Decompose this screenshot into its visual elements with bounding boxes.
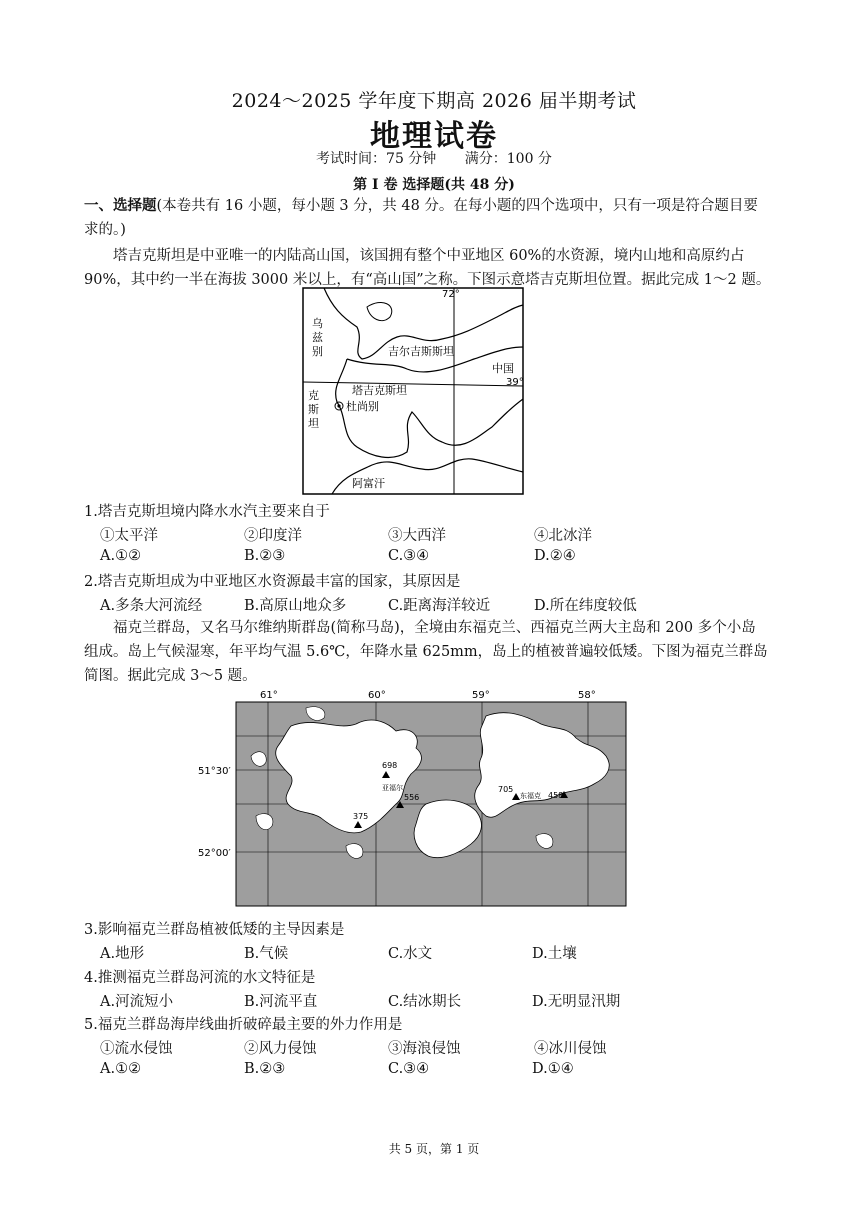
place-east: 东福克 xyxy=(520,792,541,800)
question-3-stem: 3.影响福克兰群岛植被低矮的主导因素是 xyxy=(84,922,345,938)
lat-label: 39° xyxy=(506,377,524,388)
kazak-char-2: 斯 xyxy=(308,403,319,416)
q1-item-1: ①太平洋 xyxy=(100,528,158,544)
q2-option-b[interactable]: B.高原山地众多 xyxy=(244,598,347,614)
question-4-stem: 4.推测福克兰群岛河流的水文特征是 xyxy=(84,970,316,986)
place-west: 亚福尔 xyxy=(382,784,403,792)
lon-label: 72° xyxy=(442,289,460,300)
uzbek-char-2: 兹 xyxy=(312,331,323,344)
q4-option-d[interactable]: D.无明显汛期 xyxy=(532,994,621,1010)
lat-5130: 51°30′ xyxy=(198,766,231,777)
q2-option-a[interactable]: A.多条大河流经 xyxy=(100,598,203,614)
q5-item-4: ④冰川侵蚀 xyxy=(534,1041,607,1057)
peak-375: 375 xyxy=(353,812,369,821)
kazak-char-1: 克 xyxy=(308,389,319,402)
q5-option-b[interactable]: B.②③ xyxy=(244,1061,286,1077)
exam-meta xyxy=(0,148,868,168)
instruction-line2: 求的。) xyxy=(84,222,126,238)
passage-2-line2: 组成。岛上气候湿寒，年平均气温 5.6℃，年降水量 625mm，岛上的植被普遍较低矮。下图为福克兰群岛 xyxy=(84,644,768,660)
section-instruction xyxy=(84,194,784,242)
q1-option-a[interactable]: A.①② xyxy=(100,548,142,564)
passage-1-line2: 90%，其中约一半在海拔 3000 米以上，有“高山国”之称。下图示意塔吉克斯坦位置。据此完成 1～2 题。 xyxy=(84,272,771,288)
peak-705: 705 xyxy=(498,785,514,794)
section-heading: 一、选择题 xyxy=(84,197,157,214)
lon-60: 60° xyxy=(368,690,386,701)
q3-option-c[interactable]: C.水文 xyxy=(388,946,433,962)
q4-option-b[interactable]: B.河流平直 xyxy=(244,994,318,1010)
q5-option-d[interactable]: D.①④ xyxy=(532,1061,574,1077)
kazak-char-3: 坦 xyxy=(308,417,319,430)
full-score: 满分：100 分 xyxy=(464,151,552,167)
capital-label: 杜尚别 xyxy=(346,400,379,413)
tajik-label: 塔吉克斯坦 xyxy=(352,384,407,397)
question-1-stem: 1.塔吉克斯坦境内降水水汽主要来自于 xyxy=(84,504,330,520)
q3-option-d[interactable]: D.土壤 xyxy=(532,946,577,962)
passage-1 xyxy=(84,244,784,292)
passage-2-line1: 福克兰群岛，又名马尔维纳斯群岛(简称马岛)，全境由东福克兰、西福克兰两大主岛和 200 多个小岛 xyxy=(113,620,756,636)
tajikistan-map xyxy=(302,287,524,495)
peak-458: 458 xyxy=(548,791,564,800)
q3-option-a[interactable]: A.地形 xyxy=(100,946,145,962)
q5-option-c[interactable]: C.③④ xyxy=(388,1061,430,1077)
subject-title: 地理试卷 xyxy=(370,119,498,154)
question-5-stem: 5.福克兰群岛海岸线曲折破碎最主要的外力作用是 xyxy=(84,1017,403,1033)
q5-item-1: ①流水侵蚀 xyxy=(100,1041,173,1057)
question-2-stem: 2.塔吉克斯坦成为中亚地区水资源最丰富的国家，其原因是 xyxy=(84,574,461,590)
q1-item-3: ③大西洋 xyxy=(388,528,446,544)
q4-option-c[interactable]: C.结冰期长 xyxy=(388,994,462,1010)
uzbek-char-1: 乌 xyxy=(312,317,323,330)
passage-2 xyxy=(84,616,784,688)
q1-option-c[interactable]: C.③④ xyxy=(388,548,430,564)
passage-2-line3: 简图。据此完成 3～5 题。 xyxy=(84,668,257,684)
part-title: 第 I 卷 选择题(共 48 分) xyxy=(353,177,515,193)
q2-option-d[interactable]: D.所在纬度较低 xyxy=(534,598,637,614)
q2-option-c[interactable]: C.距离海洋较近 xyxy=(388,598,491,614)
kyrgyz-label: 吉尔吉斯斯坦 xyxy=(388,345,454,358)
lat-5200: 52°00′ xyxy=(198,848,231,859)
exam-title: 2024～2025 学年度下期高 2026 届半期考试 xyxy=(231,90,637,112)
passage-1-line1: 塔吉克斯坦是中亚唯一的内陆高山国，该国拥有整个中亚地区 60%的水资源，境内山地和高原约占 xyxy=(113,248,745,264)
exam-time: 考试时间：75 分钟 xyxy=(316,151,437,167)
q5-option-a[interactable]: A.①② xyxy=(100,1061,142,1077)
q5-item-2: ②风力侵蚀 xyxy=(244,1041,317,1057)
falklands-map xyxy=(196,686,636,910)
capital-dot xyxy=(337,404,340,407)
china-label: 中国 xyxy=(492,362,514,375)
q4-option-a[interactable]: A.河流短小 xyxy=(100,994,174,1010)
q5-item-3: ③海浪侵蚀 xyxy=(388,1041,461,1057)
afghan-label: 阿富汗 xyxy=(352,477,385,490)
lon-58: 58° xyxy=(578,690,596,701)
lon-59: 59° xyxy=(472,690,490,701)
uzbek-char-3: 别 xyxy=(312,345,323,358)
peak-556: 556 xyxy=(404,793,420,802)
peak-698: 698 xyxy=(382,761,398,770)
lon-61: 61° xyxy=(260,690,278,701)
instruction-line1: (本卷共有 16 小题，每小题 3 分，共 48 分。在每小题的四个选项中，只有一项是符合题目要 xyxy=(156,198,758,214)
q1-item-4: ④北冰洋 xyxy=(534,528,592,544)
q1-item-2: ②印度洋 xyxy=(244,528,302,544)
q1-option-d[interactable]: D.②④ xyxy=(534,548,576,564)
q3-option-b[interactable]: B.气候 xyxy=(244,946,289,962)
q1-option-b[interactable]: B.②③ xyxy=(244,548,286,564)
page-footer: 共 5 页，第 1 页 xyxy=(388,1142,480,1156)
